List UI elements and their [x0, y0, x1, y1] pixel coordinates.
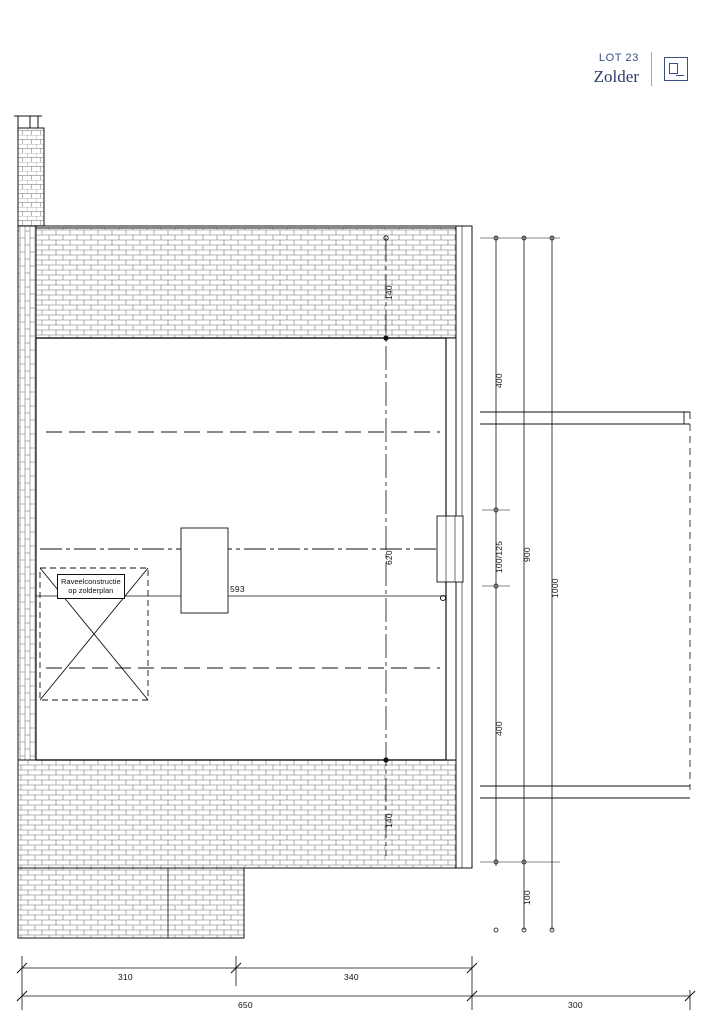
top-exterior-wall [36, 226, 472, 338]
dim-620: 620 [384, 550, 394, 565]
dim-340: 340 [344, 972, 359, 982]
dim-140-bottom: 140 [384, 813, 394, 828]
dim-1000: 1000 [550, 578, 560, 598]
dim-100-125: 100/125 [494, 540, 504, 573]
right-dimension-chain [480, 236, 560, 932]
raveel-note-line2: op zolderplan [68, 586, 114, 596]
dim-310: 310 [118, 972, 133, 982]
dim-593: 593 [230, 584, 245, 594]
bottom-dimension-chain [17, 956, 695, 1010]
dim-100-bottom: 100 [522, 890, 532, 905]
dim-400-lower: 400 [494, 721, 504, 736]
plan-name: Zolder [593, 66, 639, 86]
dim-300: 300 [568, 1000, 583, 1010]
dim-400-upper: 400 [494, 373, 504, 388]
raveel-note-line1: Raveelconstructie [61, 577, 121, 586]
dim-140-top: 140 [384, 285, 394, 300]
dim-650: 650 [238, 1000, 253, 1010]
bottom-exterior-wall [18, 760, 472, 938]
raveel-note [57, 574, 125, 599]
lot-label: LOT 23 [598, 52, 639, 64]
shaft-rectangle [181, 528, 228, 613]
right-projection [480, 412, 690, 798]
chimney-stack [14, 116, 44, 226]
dim-900: 900 [522, 547, 532, 562]
